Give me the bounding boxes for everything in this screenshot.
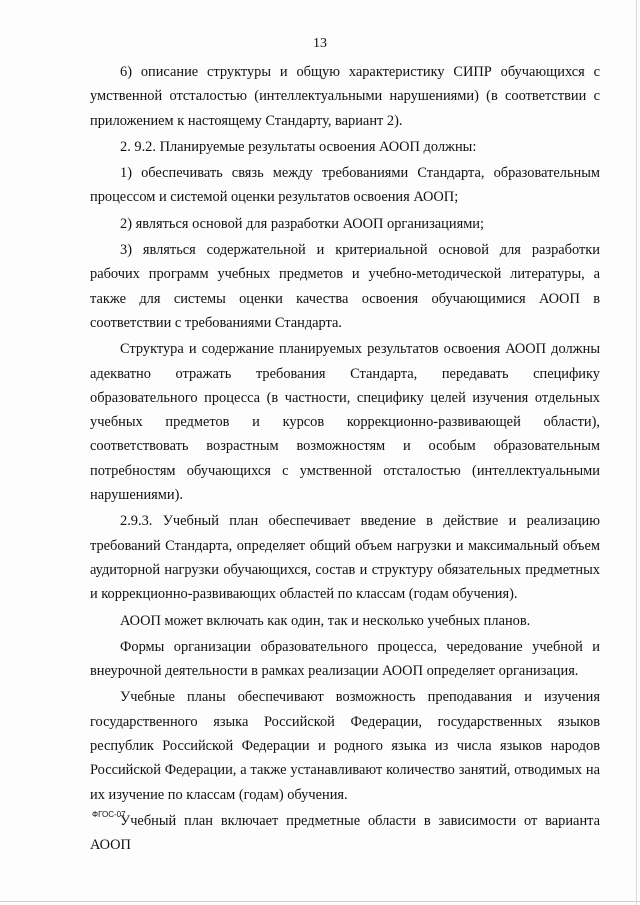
paragraph-section-2-9-2: 2. 9.2. Планируемые результаты освоения АООП должны: (120, 138, 477, 155)
paragraph-curricula-languages: Учебные планы обеспечивают возможность преподавания и изучения государственного языка Российской Федерации, государственных языков республик Российской Федерации и родного языка из числа языков народов Российской Федерации, а также устанавливают количество занятий, отводимых на их изучение по классам (годам) обучения. (90, 689, 600, 803)
footer-code: ФГОС-07 (92, 810, 126, 819)
scan-bottom-edge (0, 901, 640, 902)
paragraph-structure-content: Структура и содержание планируемых результатов освоения АООП должны адекватно отражать требования Стандарта, передавать специфику образовательного процесса (в частности, специфику целей изучения отдельных учебных предметов и курсов коррекционно-развивающей области), соответствовать возрастным возможностям и особым образовательным потребностям обучающихся с умственной отсталостью (интеллектуальными нарушениями). (90, 341, 600, 504)
paragraph-list-item-1: 1) обеспечивать связь между требованиями Стандарта, образовательным процессом и системой оценки результатов освоения АООП; (90, 165, 600, 206)
scan-right-edge (636, 0, 637, 905)
paragraph-list-item-3: 3) являться содержательной и критериальной основой для разработки рабочих программ учебных предметов и учебно-методической литературы, а также для системы оценки качества освоения обучающимися АООП в соответствии с требованиями Стандарта. (90, 242, 600, 331)
paragraph-list-item-2: 2) являться основой для разработки АООП организациями; (120, 215, 485, 232)
paragraph-forms-organization: Формы организации образовательного процесса, чередование учебной и внеурочной деятельности в рамках реализации АООП определяет организация. (90, 638, 600, 680)
paragraph-aoop-plans: АООП может включать как один, так и несколько учебных планов. (120, 612, 531, 629)
paragraph-curriculum-subject-areas: Учебный план включает предметные области в зависимости от варианта АООП (90, 812, 600, 854)
document-body (90, 60, 600, 860)
page-number: 13 (313, 36, 327, 51)
paragraph-section-2-9-3: 2.9.3. Учебный план обеспечивает введение в действие и реализацию требований Стандарта, определяет общий объем нагрузки и максимальный объем аудиторной нагрузки обучающихся, состав и структуру обязательных предметных и коррекционно-развивающих областей по классам (годам обучения). (90, 513, 600, 603)
paragraph-item-6-description: 6) описание структуры и общую характеристику СИПР обучающихся с умственной отсталостью (интеллектуальными нарушениями) (в соответствии с приложением к настоящему Стандарту, вариант 2). (90, 64, 600, 129)
